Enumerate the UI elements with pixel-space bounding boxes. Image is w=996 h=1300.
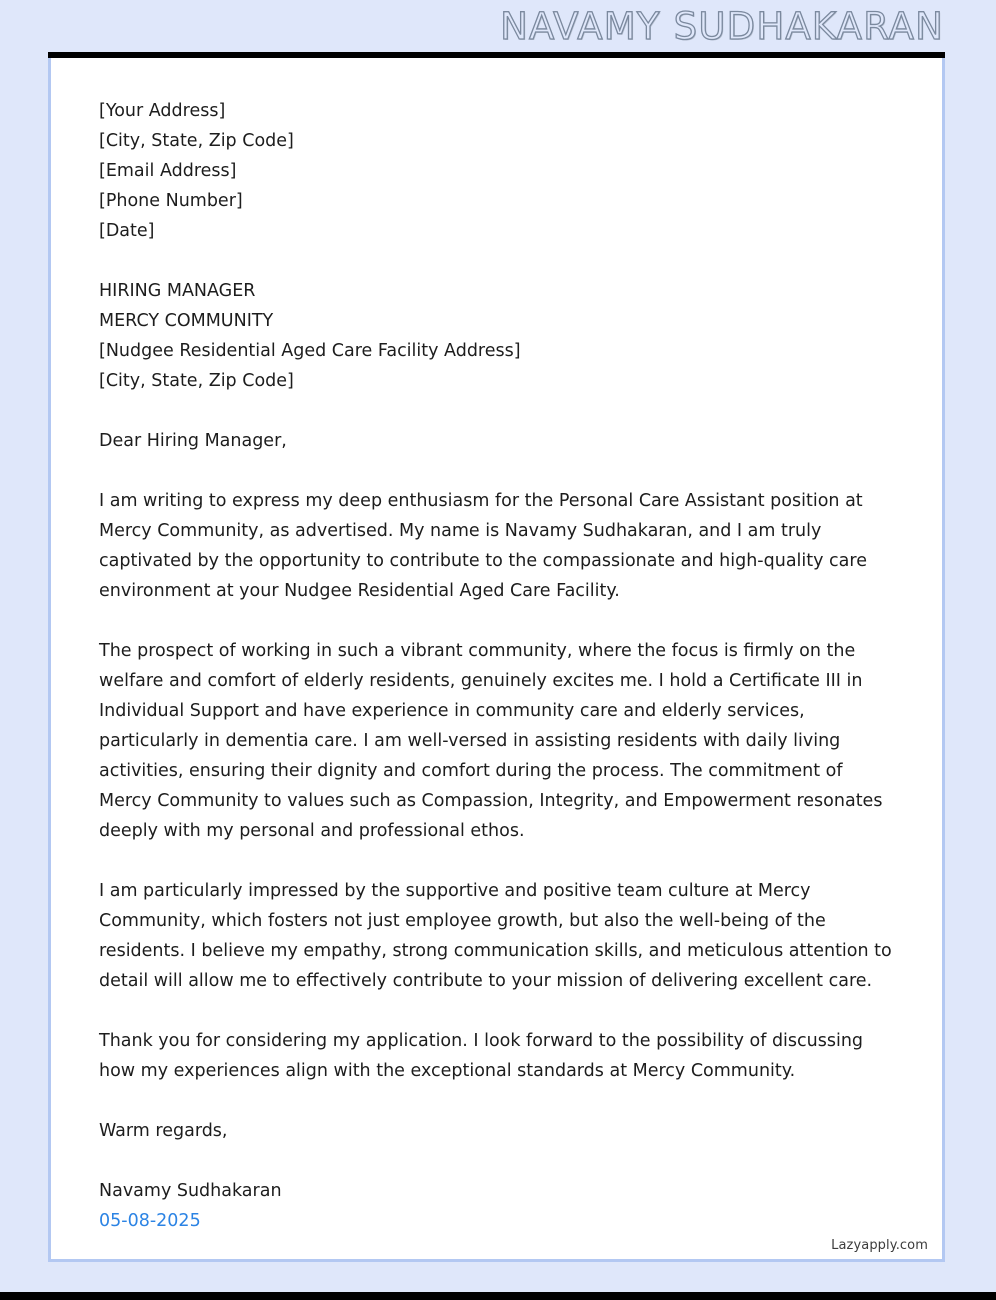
block-spacer	[99, 246, 899, 276]
page-title: NAVAMY SUDHAKARAN	[500, 4, 944, 48]
body-paragraph: I am writing to express my deep enthusiasm for the Personal Care Assistant position at Mercy Community, as advertised. My name is Navamy Sudhakaran, and I am truly captivated by the opportunity to contribute to the compassionate and high-quality care environment at your Nudgee Residential Aged Care Facility.	[99, 491, 867, 601]
block-spacer	[99, 456, 899, 486]
block-spacer	[99, 996, 899, 1026]
signature-date: 05-08-2025	[99, 1211, 201, 1231]
body-paragraph: Thank you for considering my application. I look forward to the possibility of discussing how my experiences align with the exceptional standards at Mercy Community.	[99, 1031, 864, 1081]
sender-line: [Email Address]	[99, 161, 237, 181]
block-spacer	[99, 1146, 899, 1176]
letter-sheet	[48, 58, 945, 1262]
block-spacer	[99, 396, 899, 426]
block-spacer	[99, 606, 899, 636]
signature-name: Navamy Sudhakaran	[99, 1181, 282, 1201]
body-paragraph: I am particularly impressed by the supportive and positive team culture at Mercy Community, which fosters not just employee growth, but also the well-being of the residents. I believe my empathy, strong communication skills, and meticulous attention to detail will allow me to effectively contribute to your mission of delivering excellent care.	[99, 881, 892, 991]
recipient-line: [Nudgee Residential Aged Care Facility Address]	[99, 341, 521, 361]
recipient-line: HIRING MANAGER	[99, 281, 256, 301]
letter-body	[99, 96, 899, 1236]
block-spacer	[99, 1086, 899, 1116]
recipient-address-block	[99, 276, 899, 396]
letterhead	[0, 0, 996, 52]
sender-line: [City, State, Zip Code]	[99, 131, 294, 151]
body-paragraph: The prospect of working in such a vibrant community, where the focus is firmly on the welfare and comfort of elderly residents, genuinely excites me. I hold a Certificate III in Individual Support and have experience in community care and elderly services, particularly in dementia care. I am well-versed in assisting residents with daily living activities, ensuring their dignity and comfort during the process. The commitment of Mercy Community to values such as Compassion, Integrity, and Empowerment resonates deeply with my personal and professional ethos.	[99, 641, 883, 841]
closing-salutation: Warm regards,	[99, 1121, 228, 1141]
sender-line: [Phone Number]	[99, 191, 243, 211]
salutation: Dear Hiring Manager,	[99, 431, 287, 451]
sender-address-block	[99, 96, 899, 246]
page-bottom-edge	[0, 1292, 996, 1300]
footer-watermark: Lazyapply.com	[831, 1238, 928, 1253]
sender-line: [Date]	[99, 221, 155, 241]
recipient-line: MERCY COMMUNITY	[99, 311, 274, 331]
block-spacer	[99, 846, 899, 876]
sender-line: [Your Address]	[99, 101, 226, 121]
recipient-line: [City, State, Zip Code]	[99, 371, 294, 391]
